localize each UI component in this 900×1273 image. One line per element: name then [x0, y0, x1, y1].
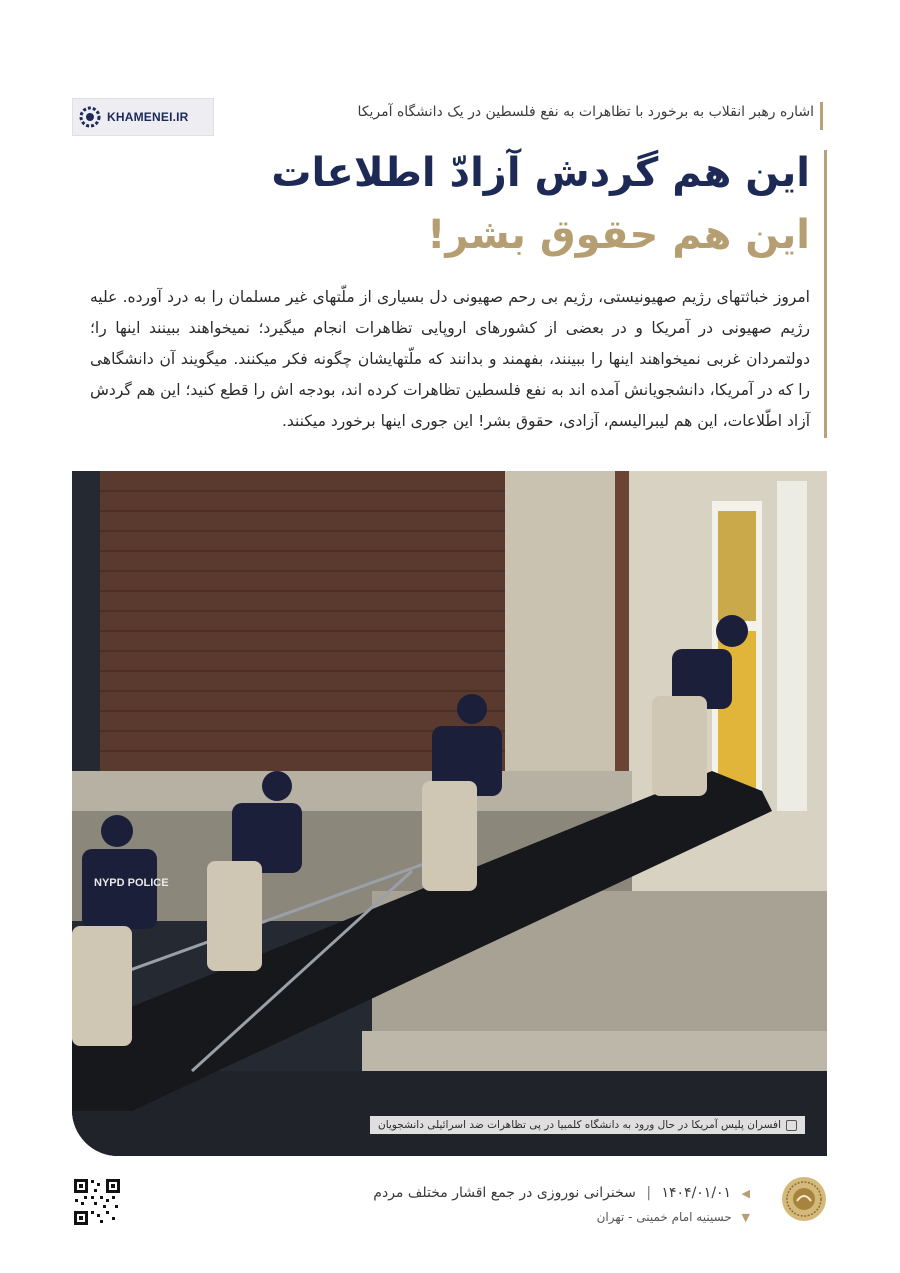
- news-photo: [72, 471, 827, 1156]
- seal-emblem-icon: [780, 1175, 828, 1223]
- qr-code[interactable]: [72, 1177, 122, 1227]
- logo-emblem-icon: [79, 106, 101, 128]
- triangle-marker-icon: ◀: [741, 1187, 750, 1200]
- footer-date: ۱۴۰۴/۰۱/۰۱: [661, 1185, 732, 1201]
- footer-separator: |: [646, 1185, 652, 1201]
- camera-icon: [786, 1120, 797, 1131]
- triangle-marker-icon: ▼: [741, 1211, 750, 1224]
- title-accent-bar: [824, 150, 827, 438]
- footer-event: سخنرانی نوروزی در جمع اقشار مختلف مردم: [373, 1185, 636, 1201]
- photo-illustration: [72, 471, 827, 1156]
- logo-text: KHAMENEI.IR: [107, 110, 189, 124]
- headline-line-1: این هم گردش آزادّ اطلاعات: [271, 150, 810, 196]
- header-kicker: اشاره رهبر انقلاب به برخورد با تظاهرات به نفع فلسطین در یک دانشگاه آمریکا: [357, 104, 814, 120]
- photo-caption: [370, 1116, 805, 1134]
- footer-location-line: [597, 1210, 750, 1224]
- khamenei-logo[interactable]: [72, 98, 214, 136]
- footer-event-line: [373, 1185, 750, 1201]
- headline-line-2: این هم حقوق بشر!: [427, 212, 810, 258]
- police-vest-text: NYPD POLICE: [94, 877, 169, 889]
- photo-caption-text: افسران پلیس آمریکا در حال ورود به دانشگاه کلمبیا در پی تظاهرات ضد اسرائیلی دانشجویان: [377, 1119, 781, 1131]
- body-paragraph: امروز خباثتهای رژیم صهیونیستی، رژیم بی رحم صهیونی دل بسیاری از ملّتهای غیر مسلمان را به درد آورده. علیه رژیم صهیونی در آمریکا و در بعضی از کشورهای اروپایی تظاهرات انجام میگیرد؛ نمیخواهند ببینند اینها را؛ دولتمردان غربی نمیخواهند اینها را ببینند، بفهمند و بدانند که ملّتهایشان چگونه فکر میکنند. میگویند آن دانشگاهی را که در آمریکا، دانشجویانش آمده اند به نفع فلسطین تظاهرات کرده اند، بودجه اش را قطع کنید؛ این هم گردش آزاد اطّلاعات، این هم لیبرالیسم، آزادی، حقوق بشر! این جوری اینها برخورد میکنند.: [90, 288, 810, 430]
- header-accent-bar: [820, 102, 823, 130]
- footer-location: حسینیه امام خمینی - تهران: [596, 1210, 732, 1224]
